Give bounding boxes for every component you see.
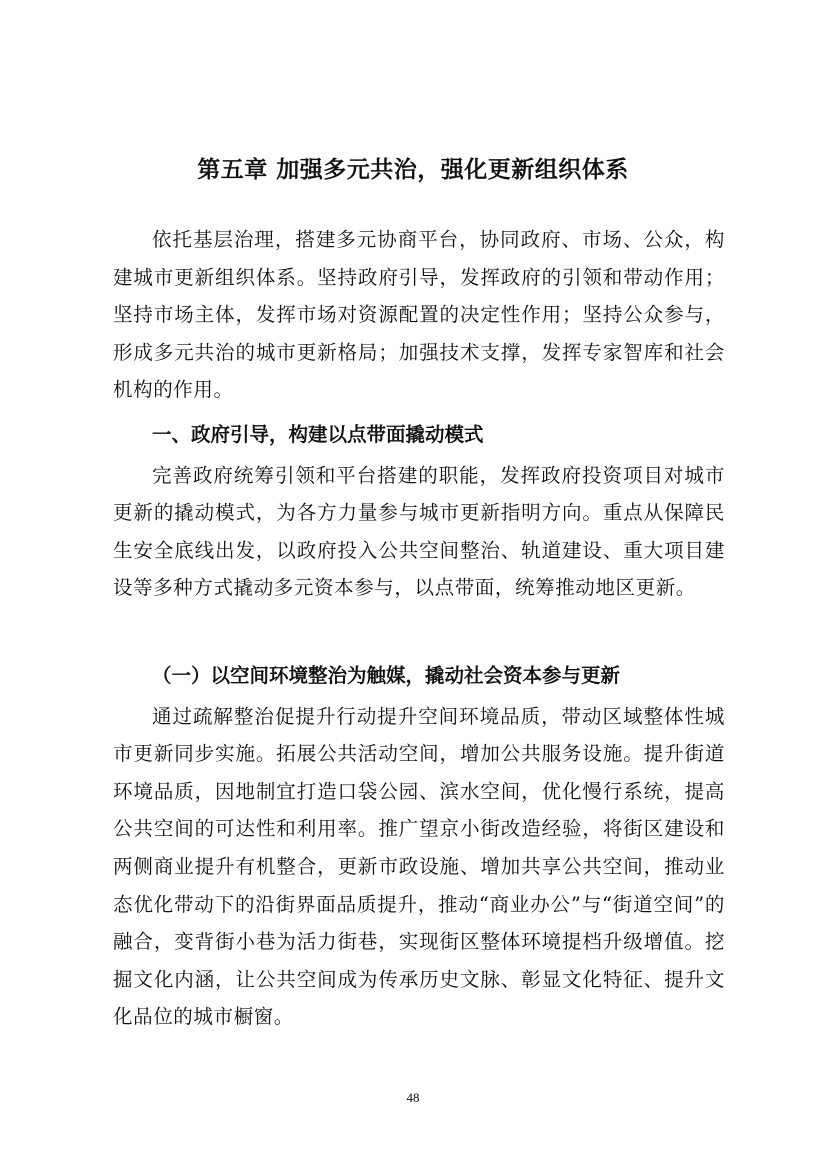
chapter-title: 第五章 加强多元共治，强化更新组织体系 [197,157,629,183]
section-1-heading: 一、政府引导，构建以点带面撬动模式 [152,423,484,446]
page-number: 48 [406,1090,420,1105]
intro-paragraph: 依托基层治理，搭建多元协商平台，协同政府、市场、公众，构建城市更新组织体系。坚持政府引导，发挥政府的引领和带动作用；坚持市场主体，发挥市场对资源配置的决定性作用；坚持公众参与，形成多元共治的城市更新格局；加强技术支撑，发挥专家智库和社会机构的作用。 [113,228,725,402]
section-1-block [113,416,725,607]
subsection-1-heading: （一）以空间环境整治为触媒，撬动社会资本参与更新 [152,664,621,687]
intro-block [113,221,725,409]
subsection-1-paragraph: 通过疏解整治促提升行动提升空间环境品质，带动区域整体性城市更新同步实施。拓展公共活动空间，增加公共服务设施。提升街道环境品质，因地制宜打造口袋公园、滨水空间，优化慢行系统，提高公共空间的可达性和利用率。推广望京小街改造经验，将街区建设和两侧商业提升有机整合，更新市政设施、增加共享公共空间，推动业态优化带动下的沿街界面品质提升，推动“商业办公”与“街道空间”的融合，变背街小巷为活力街巷，实现街区整体环境提档升级增值。挖掘文化内涵，让公共空间成为传承历史文脉、彰显文化特征、提升文化品位的城市橱窗。 [113,704,725,1029]
section-1-paragraph: 完善政府统筹引领和平台搭建的职能，发挥政府投资项目对城市更新的撬动模式，为各方力量参与城市更新指明方向。重点从保障民生安全底线出发，以政府投入公共空间整治、轨道建设、重大项目建设等多种方式撬动多元资本参与，以点带面，统筹推动地区更新。 [113,463,725,600]
subsection-1-block [113,657,725,1036]
